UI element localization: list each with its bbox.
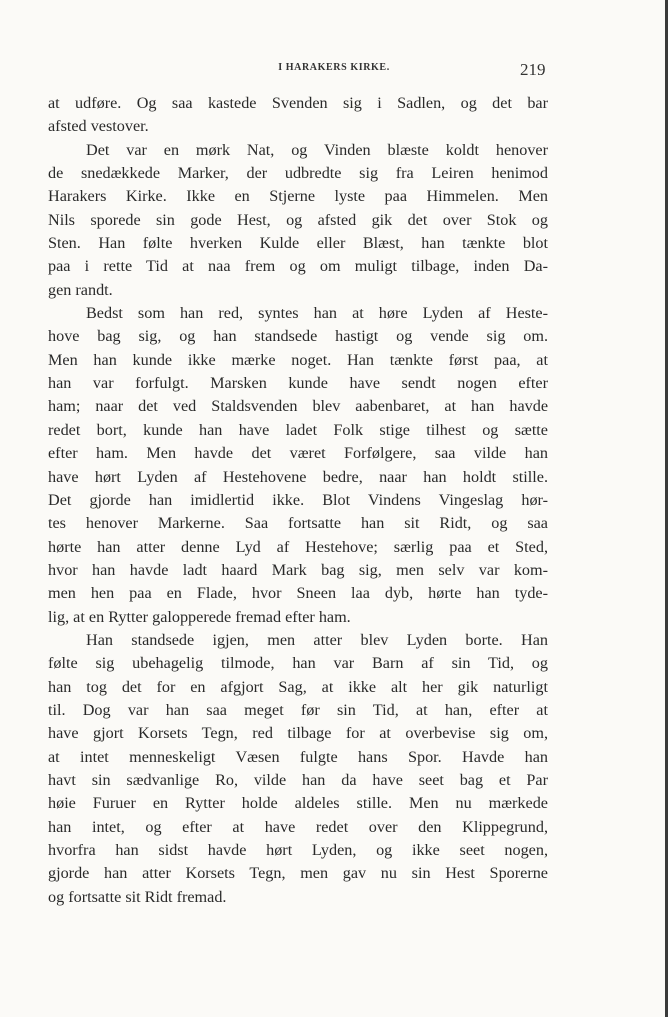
running-title: I HARAKERS KIRKE. bbox=[278, 62, 390, 73]
text-line: have hørt Lyden af Hestehovene bedre, naar han holdt stille. bbox=[48, 467, 548, 486]
text-line: hove bag sig, og han standsede hastigt og vende sig om. bbox=[48, 327, 548, 346]
text-line: følte sig ubehagelig tilmode, han var Barn af sin Tid, og bbox=[48, 654, 548, 673]
text-line: Han standsede igjen, men atter blev Lyden borte. Han bbox=[86, 630, 548, 649]
text-line: redet bort, kunde han have ladet Folk stige tilhest og sætte bbox=[48, 420, 548, 439]
text-line: at udføre. Og saa kastede Svenden sig i Sadlen, og det bar bbox=[48, 94, 548, 112]
text-line: Det var en mørk Nat, og Vinden blæste koldt henover bbox=[86, 140, 548, 159]
text-line: afsted vestover. bbox=[48, 117, 149, 136]
text-line: ham; naar det ved Staldsvenden blev aabenbaret, at han havde bbox=[48, 397, 548, 416]
page-number: 219 bbox=[520, 60, 546, 79]
text-line: hvorfra han sidst havde hørt Lyden, og ikke seet nogen, bbox=[48, 841, 548, 859]
text-line: han tog det for en afgjort Sag, at ikke alt her gik naturligt bbox=[48, 677, 548, 696]
text-line: gjorde han atter Korsets Tegn, men gav nu sin Hest Sporerne bbox=[48, 864, 548, 883]
text-line: og fortsatte sit Ridt fremad. bbox=[48, 887, 227, 906]
text-line: han intet, og efter at have redet over den Klippegrund, bbox=[48, 817, 548, 836]
text-line: høie Furuer en Rytter holde aldeles stille. Men nu mærkede bbox=[48, 794, 548, 813]
text-line: gen randt. bbox=[48, 280, 113, 299]
text-line: paa i rette Tid at naa frem og om muligt tilbage, inden Da- bbox=[48, 257, 548, 276]
text-line: efter ham. Men havde det været Forfølgere, saa vilde han bbox=[48, 444, 548, 463]
text-line: tes henover Markerne. Saa fortsatte han sit Ridt, og saa bbox=[48, 514, 548, 533]
text-line: hvor han havde ladt haard Mark bag sig, men selv var kom- bbox=[48, 560, 548, 579]
text-line: havt sin sædvanlige Ro, vilde han da have seet bag et Par bbox=[48, 770, 548, 789]
text-line: Harakers Kirke. Ikke en Stjerne lyste paa Himmelen. Men bbox=[48, 187, 548, 206]
text-line: lig, at en Rytter galopperede fremad efter ham. bbox=[48, 607, 351, 626]
text-line: have gjort Korsets Tegn, red tilbage for at overbevise sig om, bbox=[48, 724, 548, 743]
text-line: de snedækkede Marker, der udbredte sig fra Leiren henimod bbox=[48, 164, 548, 183]
text-line: Men han kunde ikke mærke noget. Han tænkte først paa, at bbox=[48, 350, 548, 369]
text-line: men hen paa en Flade, hvor Sneen laa dyb, hørte han tyde- bbox=[48, 584, 548, 603]
text-line: at intet menneskeligt Væsen fulgte hans Spor. Havde han bbox=[48, 747, 548, 766]
text-line: Nils sporede sin gode Hest, og afsted gik det over Stok og bbox=[48, 210, 548, 229]
text-line: Bedst som han red, syntes han at høre Lyden af Heste- bbox=[86, 304, 548, 323]
text-line: til. Dog var han saa meget før sin Tid, at han, efter at bbox=[48, 700, 548, 719]
body-text bbox=[48, 92, 548, 909]
text-line: Det gjorde han imidlertid ikke. Blot Vindens Vingeslag hør- bbox=[48, 490, 548, 509]
text-line: han var forfulgt. Marsken kunde have sendt nogen efter bbox=[48, 374, 548, 393]
text-line: hørte han atter denne Lyd af Hestehove; særlig paa et Sted, bbox=[48, 537, 548, 556]
text-line: Sten. Han følte hverken Kulde eller Blæst, han tænkte blot bbox=[48, 234, 548, 253]
